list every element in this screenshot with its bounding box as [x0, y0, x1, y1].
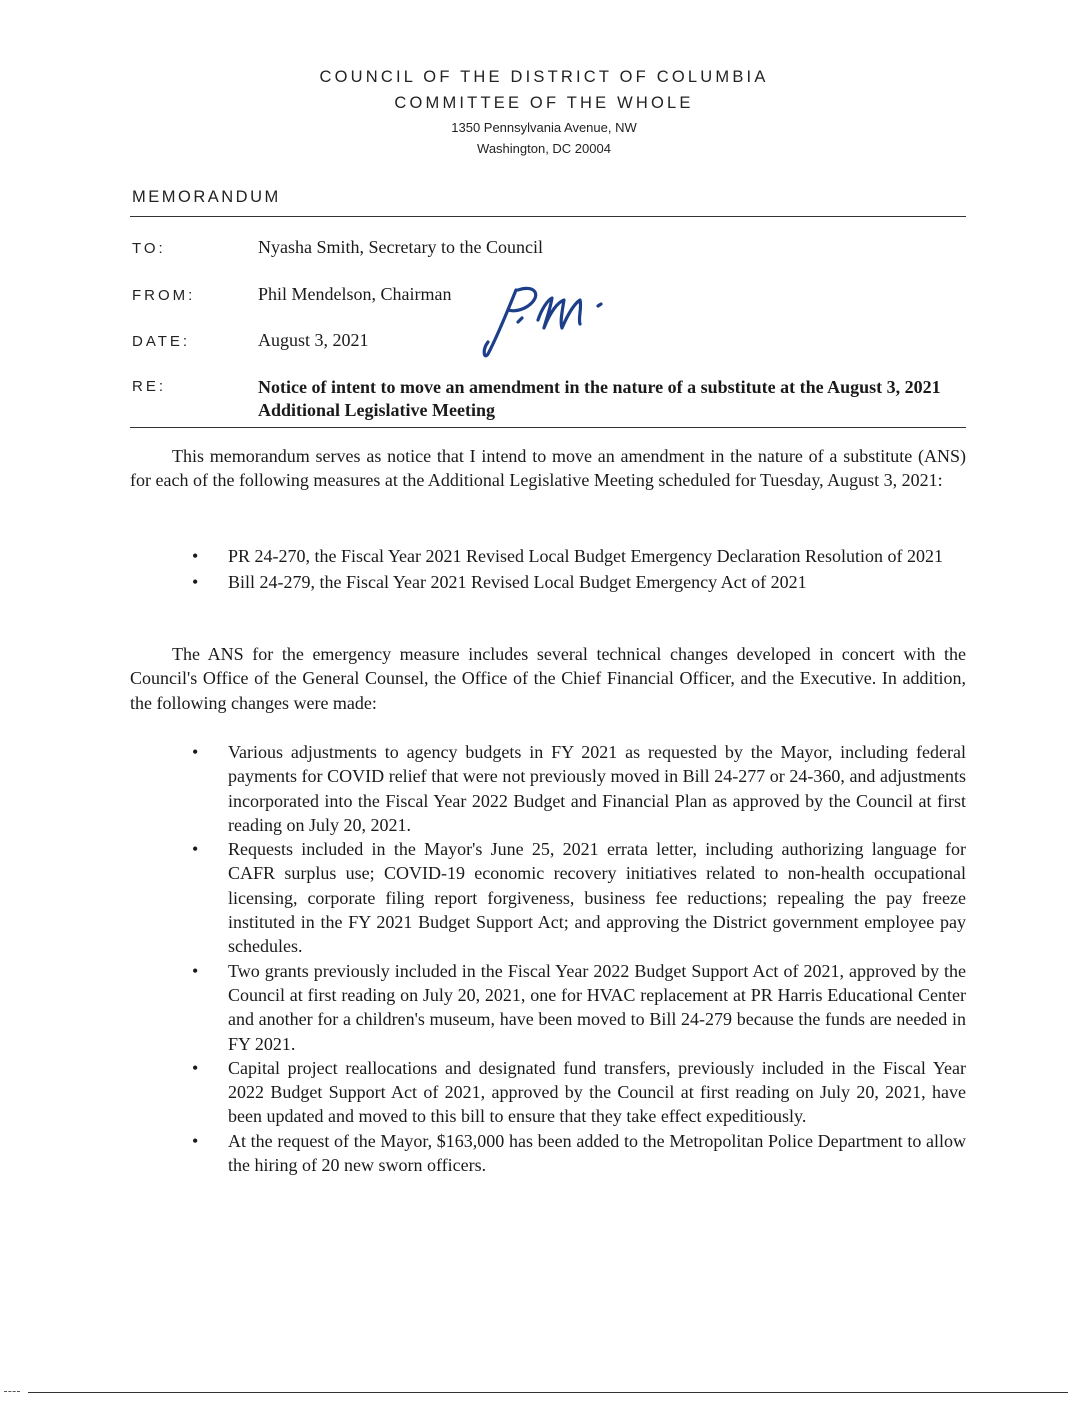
re-label: RE:: [132, 378, 167, 395]
to-value: Nyasha Smith, Secretary to the Council: [258, 237, 543, 257]
changes-paragraph: [130, 642, 966, 715]
list-item: [186, 959, 966, 1056]
changes-list: [186, 740, 966, 1177]
list-item: [186, 1056, 966, 1129]
list-item-text: At the request of the Mayor, $163,000 has been added to the Metropolitan Police Department to allow the hiring of 20 new sworn officers.: [228, 1130, 966, 1176]
re-divider: [130, 427, 966, 428]
from-label: FROM:: [132, 287, 196, 304]
list-item-text: Various adjustments to agency budgets in FY 2021 as requested by the Mayor, including federal payments for COVID relief that were not previously moved in Bill 24-277 or 24-360, and adjustments incorporated into the Fiscal Year 2022 Budget and Financial Plan as approved by the Council at first reading on July 20, 2021.: [228, 742, 966, 835]
signature-mark: [478, 280, 628, 360]
list-item: [186, 544, 966, 568]
from-value: Phil Mendelson, Chairman: [258, 284, 452, 304]
to-label: TO:: [132, 240, 166, 257]
changes-intro-text: The ANS for the emergency measure includes several technical changes developed in concert with the Council's Office of the General Counsel, the Office of the Chief Financial Officer, and the Executive. In addition, the following changes were made:: [130, 644, 966, 713]
re-subject: Notice of intent to move an amendment in the nature of a substitute at the August 3, 2021 Additional Legislative Meeting: [258, 377, 941, 420]
list-item-text: Two grants previously included in the Fiscal Year 2022 Budget Support Act of 2021, approved by the Council at first reading on July 20, 2021, one for HVAC replacement at PR Harris Educational Center and another for a children's museum, have been moved to Bill 24-279 because the funds are needed in FY 2021.: [228, 960, 966, 1054]
footer-dash: [4, 1391, 20, 1392]
bullet-icon: •: [192, 960, 199, 981]
list-item-text: Requests included in the Mayor's June 25, 2021 errata letter, including authorizing language for CAFR surplus use; COVID-19 economic recovery initiatives related to non-health occupational licensing, corporate filing report forgiveness, business fee reductions; repealing the pay freeze instituted in the FY 2021 Budget Support Act; and approving the District government employee pay schedules.: [228, 839, 966, 957]
bullet-icon: •: [192, 572, 199, 593]
list-item-text: Capital project reallocations and designated fund transfers, previously included in the Fiscal Year 2022 Budget Support Act of 2021, approved by the Council at first reading on July 20, 2021, have been updated and moved to this bill to ensure that they take effect expeditiously.: [228, 1057, 966, 1127]
address-line: 1350 Pennsylvania Avenue, NW: [451, 120, 637, 135]
intro-paragraph: [130, 444, 966, 493]
bullet-icon: •: [192, 742, 199, 762]
list-item: [186, 837, 966, 958]
bullet-icon: •: [192, 839, 199, 860]
list-item: [186, 740, 966, 837]
date-label: DATE:: [132, 333, 191, 350]
list-item: [186, 1129, 966, 1178]
bullet-icon: •: [192, 546, 199, 566]
footer-rule: [28, 1392, 1068, 1393]
bullet-icon: •: [192, 1057, 199, 1078]
date-value: August 3, 2021: [258, 330, 369, 350]
list-item-text: Bill 24-279, the Fiscal Year 2021 Revised Local Budget Emergency Act of 2021: [228, 572, 807, 593]
council-name: COUNCIL OF THE DISTRICT OF COLUMBIA: [319, 68, 769, 86]
measures-list: [186, 544, 966, 595]
list-item-text: PR 24-270, the Fiscal Year 2021 Revised Local Budget Emergency Declaration Resolution of 2021: [228, 546, 944, 566]
intro-text: This memorandum serves as notice that I intend to move an amendment in the nature of a substitute (ANS) for each of the following measures at the Additional Legislative Meeting scheduled for Tuesday, August 3, 2021:: [130, 446, 966, 491]
header-divider: [130, 216, 966, 217]
bullet-icon: •: [192, 1130, 199, 1151]
city-line: Washington, DC 20004: [477, 141, 611, 156]
list-item: [186, 570, 966, 594]
memo-title: MEMORANDUM: [132, 188, 281, 206]
committee-name: COMMITTEE OF THE WHOLE: [394, 94, 694, 112]
